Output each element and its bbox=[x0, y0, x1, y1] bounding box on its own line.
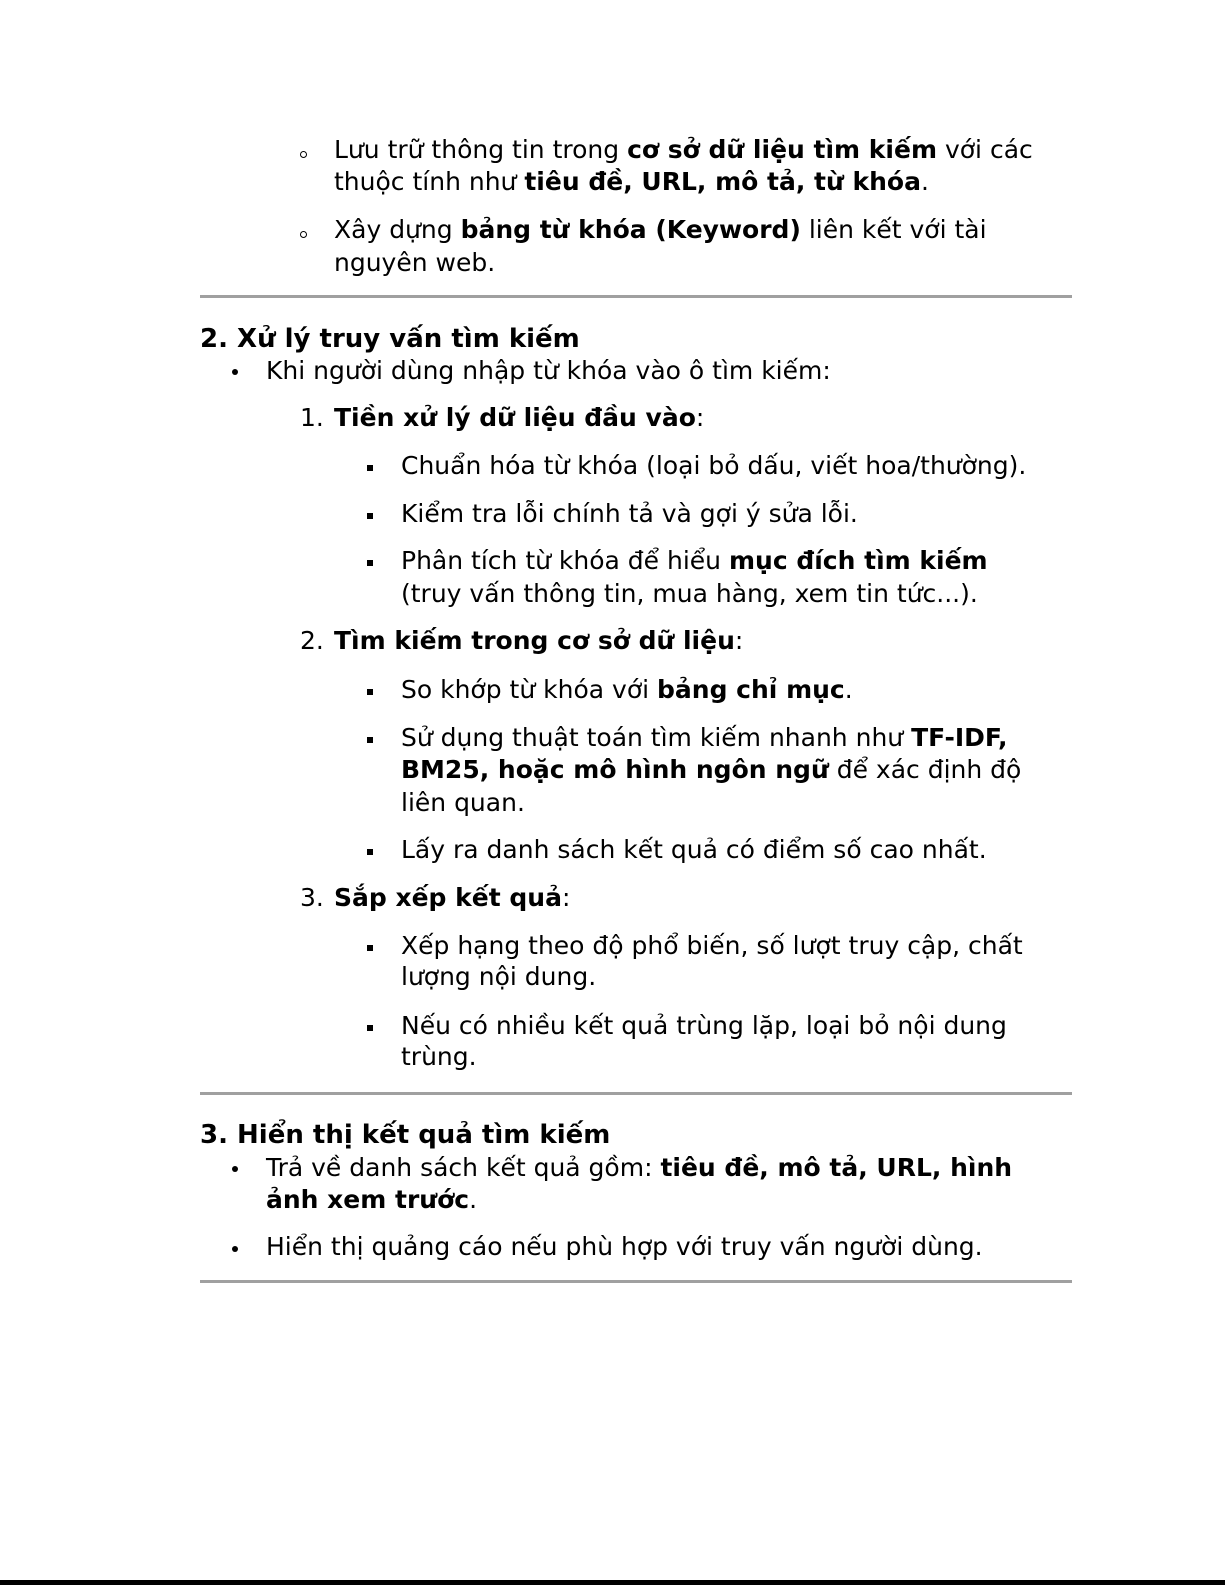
list-item: Trả về danh sách kết quả gồm: tiêu đề, mô tả, URL, hình bbox=[266, 1153, 1013, 1182]
divider bbox=[200, 295, 1072, 298]
square-bullet-icon bbox=[367, 945, 373, 951]
list-item-continuation: (truy vấn thông tin, mua hàng, xem tin tức...). bbox=[401, 579, 978, 608]
square-bullet-icon bbox=[367, 465, 373, 471]
list-item-continuation: nguyên web. bbox=[334, 248, 496, 277]
section-heading: 2. Xử lý truy vấn tìm kiếm bbox=[200, 324, 580, 354]
square-bullet-icon bbox=[367, 513, 373, 519]
circle-bullet-icon bbox=[300, 151, 307, 158]
section-heading: 3. Hiển thị kết quả tìm kiếm bbox=[200, 1120, 611, 1150]
list-item-continuation: lượng nội dung. bbox=[401, 962, 597, 991]
disc-bullet-icon bbox=[232, 1166, 238, 1172]
list-item: So khớp từ khóa với bảng chỉ mục. bbox=[401, 675, 853, 704]
list-item: Hiển thị quảng cáo nếu phù hợp với truy vấn người dùng. bbox=[266, 1232, 983, 1261]
list-item: Lấy ra danh sách kết quả có điểm số cao nhất. bbox=[401, 835, 987, 864]
list-item-continuation: thuộc tính như tiêu đề, URL, mô tả, từ khóa. bbox=[334, 167, 929, 196]
divider bbox=[200, 1280, 1072, 1283]
list-item: Nếu có nhiều kết quả trùng lặp, loại bỏ nội dung bbox=[401, 1011, 1007, 1040]
page-bottom-border bbox=[0, 1580, 1225, 1585]
step-number: 1. bbox=[300, 403, 324, 432]
square-bullet-icon bbox=[367, 737, 373, 743]
list-item-continuation: trùng. bbox=[401, 1042, 477, 1071]
list-item-continuation: liên quan. bbox=[401, 788, 525, 817]
list-item: Khi người dùng nhập từ khóa vào ô tìm kiếm: bbox=[266, 356, 831, 385]
list-item: Xây dựng bảng từ khóa (Keyword) liên kết với tài bbox=[334, 215, 987, 244]
list-item-continuation: BM25, hoặc mô hình ngôn ngữ để xác định độ bbox=[401, 755, 1022, 784]
step-title: Tìm kiếm trong cơ sở dữ liệu: bbox=[334, 626, 744, 655]
list-item-continuation: ảnh xem trước. bbox=[266, 1185, 478, 1214]
square-bullet-icon bbox=[367, 560, 373, 566]
disc-bullet-icon bbox=[232, 369, 238, 375]
list-item: Kiểm tra lỗi chính tả và gợi ý sửa lỗi. bbox=[401, 499, 858, 528]
step-title: Tiền xử lý dữ liệu đầu vào: bbox=[334, 403, 705, 432]
circle-bullet-icon bbox=[300, 231, 307, 238]
list-item: Sử dụng thuật toán tìm kiếm nhanh như TF-IDF, bbox=[401, 723, 1008, 752]
divider bbox=[200, 1092, 1072, 1095]
step-title: Sắp xếp kết quả: bbox=[334, 883, 571, 912]
list-item: Lưu trữ thông tin trong cơ sở dữ liệu tìm kiếm với các bbox=[334, 135, 1033, 164]
step-number: 2. bbox=[300, 626, 324, 655]
list-item: Xếp hạng theo độ phổ biến, số lượt truy cập, chất bbox=[401, 931, 1023, 960]
list-item: Phân tích từ khóa để hiểu mục đích tìm kiếm bbox=[401, 546, 988, 575]
square-bullet-icon bbox=[367, 849, 373, 855]
list-item: Chuẩn hóa từ khóa (loại bỏ dấu, viết hoa/thường). bbox=[401, 451, 1027, 480]
square-bullet-icon bbox=[367, 689, 373, 695]
square-bullet-icon bbox=[367, 1025, 373, 1031]
step-number: 3. bbox=[300, 883, 324, 912]
disc-bullet-icon bbox=[232, 1246, 238, 1252]
